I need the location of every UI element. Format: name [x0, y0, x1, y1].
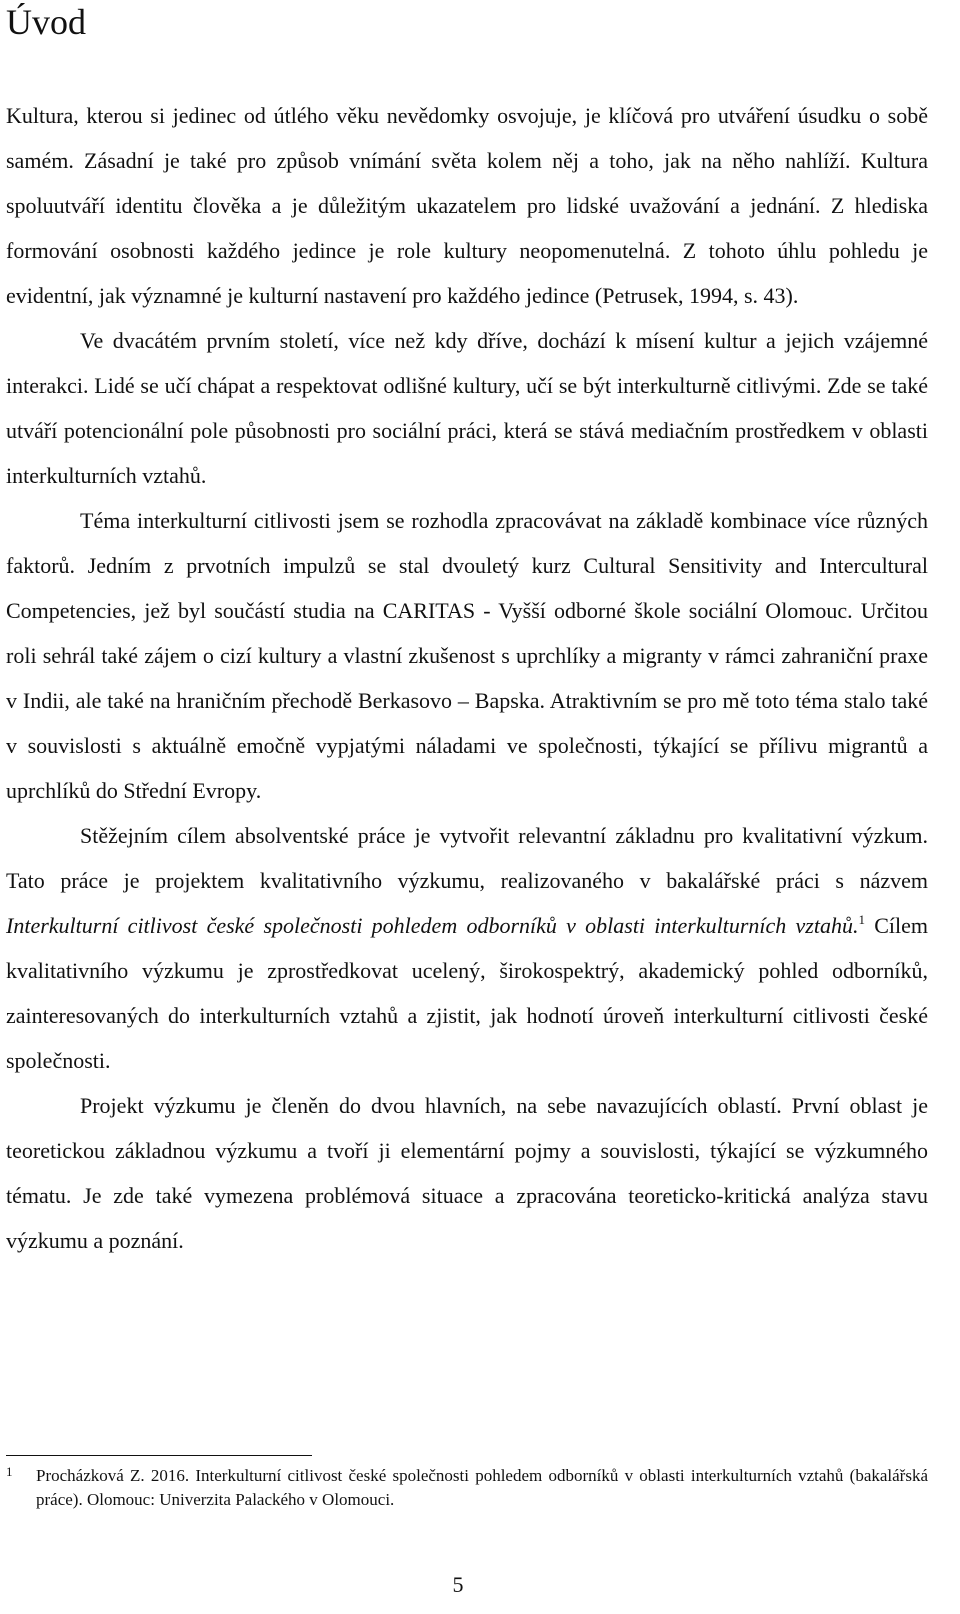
footnote-separator [6, 1455, 312, 1456]
paragraph-2: Ve dvacátém prvním století, více než kdy dříve, dochází k mísení kultur a jejich vzájemné interakci. Lidé se učí chápat a respektovat odlišné kultury, učí se být interkulturně citlivými. Zde se také utváří potencionální pole působnosti pro sociální práci, která se stává mediačním prostředkem v oblasti interkulturních vztahů. [6, 328, 928, 488]
paragraph-4 [6, 813, 928, 1083]
paragraph-4-text-start: Stěžejním cílem absolventské práce je vytvořit relevantní základnu pro kvalitativní výzkum. Tato práce je projektem kvalitativního výzkumu, realizovaného v bakalářské práci s názvem [6, 823, 928, 893]
footnote [6, 1464, 928, 1512]
page-number: 5 [452, 1572, 464, 1597]
thesis-title: Interkulturní citlivost české společnosti pohledem odborníků v oblasti interkulturních vztahů. [6, 913, 859, 938]
footnote-reference[interactable]: 1 [858, 912, 865, 927]
body-text [6, 93, 928, 1263]
paragraph-4-text-end: Cílem kvalitativního výzkumu je zprostředkovat ucelený, širokospektrý, akademický pohled odborníků, zainteresovaných do interkulturních vztahů a zjistit, jak hodnotí úroveň interkulturní citlivosti české společnosti. [6, 913, 928, 1073]
paragraph-5: Projekt výzkumu je členěn do dvou hlavních, na sebe navazujících oblastí. První oblast je teoretickou základnou výzkumu a tvoří ji elementární pojmy a souvislosti, týkající se výzkumného tématu. Je zde také vymezena problémová situace a zpracována teoreticko-kritická analýza stavu výzkumu a poznání. [6, 1093, 928, 1253]
paragraph-1: Kultura, kterou si jedinec od útlého věku nevědomky osvojuje, je klíčová pro utváření úsudku o sobě samém. Zásadní je také pro způsob vnímání světa kolem něj a toho, jak na něho nahlíží. Kultura spoluutváří identitu člověka a je důležitým ukazatelem pro lidské uvažování a jednání. Z hlediska formování osobnosti každého jedince je role kultury neopomenutelná. Z tohoto úhlu pohledu je evidentní, jak významné je kulturní nastavení pro každého jedince (Petrusek, 1994, s. 43). [6, 103, 928, 308]
footnote-number: 1 [6, 1464, 13, 1479]
page-title: Úvod [6, 2, 86, 42]
paragraph-3: Téma interkulturní citlivosti jsem se rozhodla zpracovávat na základě kombinace více různých faktorů. Jedním z prvotních impulzů se stal dvouletý kurz Cultural Sensitivity and Intercultural Competencies, jež byl součástí studia na CARITAS - Vyšší odborné škole sociální Olomouc. Určitou roli sehrál také zájem o cizí kultury a vlastní zkušenost s uprchlíky a migranty v rámci zahraniční praxe v Indii, ale také na hraničním přechodě Berkasovo – Bapska. Atraktivním se pro mě toto téma stalo také v souvislosti s aktuálně emočně vypjatými náladami ve společnosti, týkající se přílivu migrantů a uprchlíků do Střední Evropy. [6, 508, 928, 803]
footnote-text: Procházková Z. 2016. Interkulturní citlivost české společnosti pohledem odborníků v oblasti interkulturních vztahů (bakalářská práce). Olomouc: Univerzita Palackého v Olomouci. [36, 1466, 928, 1509]
